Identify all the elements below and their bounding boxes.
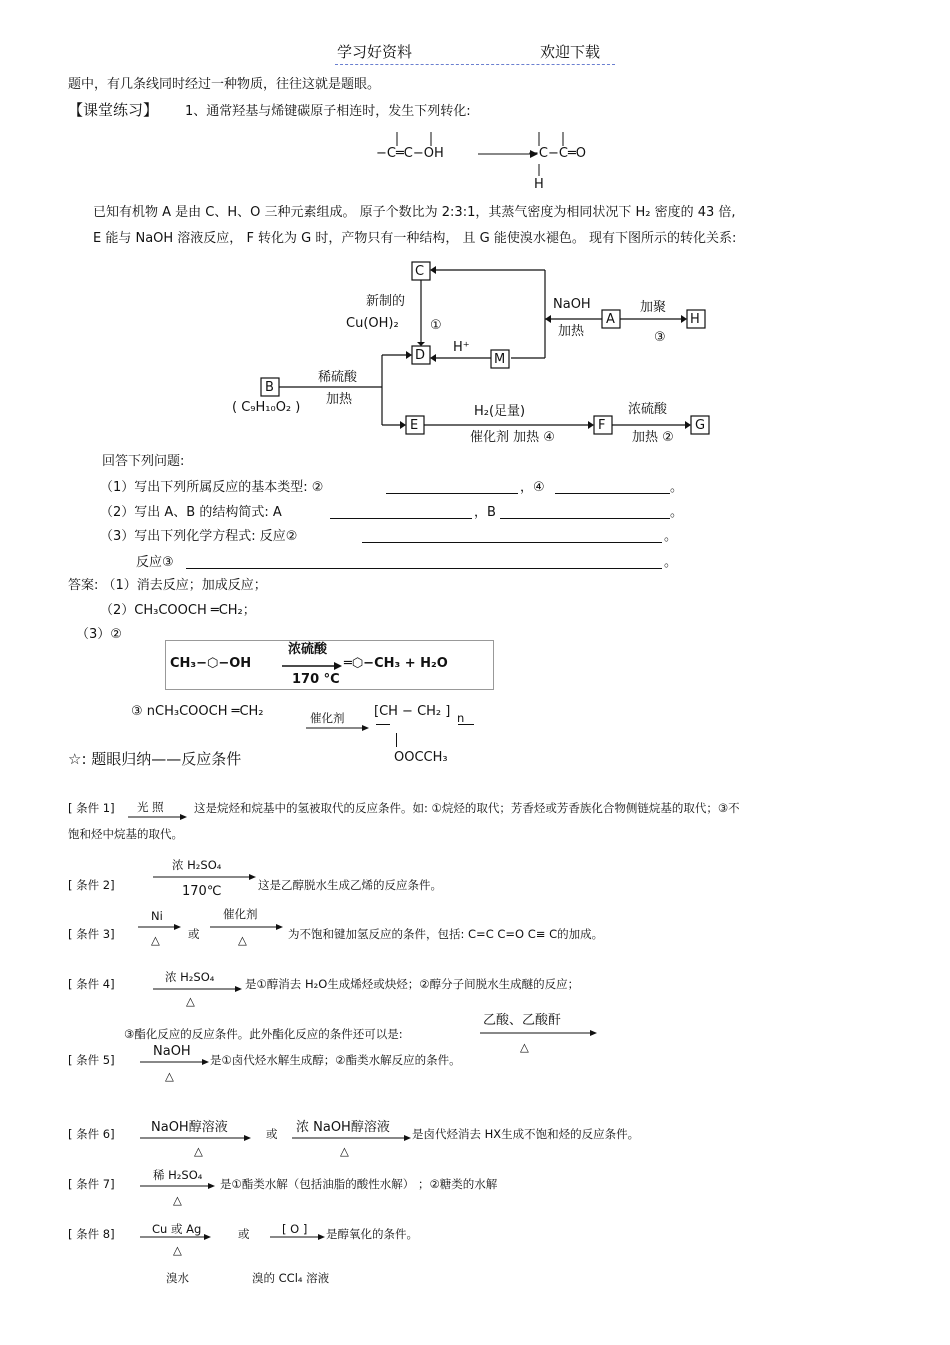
eq-left: CH₃−⬡−OH [170, 656, 252, 671]
condition-8-desc: 是醇氧化的条件。 [326, 1227, 418, 1241]
hplus-label: H⁺ [453, 340, 470, 355]
condition-1-label: [ 条件 1] [68, 801, 115, 815]
end-3: 。 [664, 529, 678, 544]
blank-1 [386, 493, 518, 494]
naoh-label: NaOH [553, 297, 591, 312]
condition-3-label: [ 条件 3] [68, 927, 115, 941]
polymer-substituent: OOCCH₃ [394, 750, 448, 765]
end-2: 。 [670, 505, 684, 520]
end-4: 。 [664, 555, 678, 570]
heat-label-2: 加热 [326, 392, 353, 407]
header-rule [335, 64, 615, 65]
condition-3-arrow [138, 924, 182, 932]
condition-1-desc2: 饱和烃中烷基的取代。 [68, 827, 183, 841]
condition-7-bottom: △ [173, 1193, 182, 1207]
box-f: F [598, 418, 606, 433]
footer-bromine-water: 溴水 [166, 1271, 189, 1285]
practice-title: 【课堂练习】 [68, 101, 159, 119]
eq-cond-1: 浓硫酸 [288, 642, 328, 657]
box-m: M [494, 352, 506, 367]
condition-7-arrow [140, 1183, 216, 1191]
header-right: 欢迎下载 [540, 43, 601, 61]
known-line1: 已知有机物 A 是由 C、H、O 三种元素组成。 原子个数比为 2:3:1，其蒸气密度为相同状况下 H₂ 密度的 43 倍, [93, 205, 736, 220]
condition-ester-bottom: △ [520, 1040, 529, 1054]
dilute-acid-label: 稀硫酸 [318, 370, 358, 385]
condition-6-top2: 浓 NaOH醇溶液 [296, 1120, 390, 1135]
condition-1-arrow [128, 814, 188, 822]
polymer-bar-right [458, 724, 474, 725]
condition-3-arrow2 [210, 924, 284, 932]
condition-8-or: 或 [238, 1227, 250, 1241]
condition-3-bottom: △ [151, 933, 160, 947]
answer-1: 答案: （1）消去反应；加成反应； [68, 578, 267, 593]
circle-3: ③ [654, 330, 666, 345]
blank-5 [362, 542, 662, 543]
catalyst-label: 催化剂 加热 ④ [470, 430, 555, 445]
condition-3-desc: 为不饱和键加氢反应的条件，包括: C=C C=O C≡ C的加成。 [288, 927, 604, 941]
polymer-n: n [457, 711, 465, 725]
answer-3: （3）② [76, 627, 122, 642]
conv-h: H [534, 177, 544, 192]
condition-3-bottom2: △ [238, 933, 247, 947]
eq-cond-2: 170 °C [292, 672, 340, 687]
blank-2 [555, 493, 670, 494]
intro-text: 题中，有几条线同时经过一种物质，往往这就是题眼。 [68, 77, 381, 92]
condition-7-label: [ 条件 7] [68, 1177, 115, 1191]
box-d: D [415, 348, 426, 363]
blank-3 [330, 518, 472, 519]
condition-1-top: 光 照 [137, 800, 164, 814]
box-b: B [265, 380, 274, 395]
condition-6-bottom: △ [194, 1144, 203, 1158]
condition-2-label: [ 条件 2] [68, 878, 115, 892]
question-3b: 反应③ [136, 555, 174, 570]
conv-bonds [395, 128, 605, 188]
condition-2-bottom: 170℃ [182, 884, 222, 899]
condition-6-desc: 是卤代烃消去 HX生成不饱和烃的反应条件。 [412, 1127, 640, 1141]
blank-4 [500, 518, 670, 519]
footer-bromine-ccl4: 溴的 CCl₄ 溶液 [252, 1271, 330, 1285]
header-left: 学习好资料 [337, 43, 413, 61]
box-a: A [606, 312, 615, 327]
question-2b: ，B [474, 505, 496, 520]
condition-8-bottom: △ [173, 1243, 182, 1257]
conv-right: −C−C═O [528, 146, 586, 161]
condition-ester-top: 乙酸、乙酸酐 [483, 1013, 562, 1028]
polymer-bar-left [376, 724, 390, 725]
polymer-arrow [306, 724, 370, 734]
condition-4-desc: 是①醇消去 H₂O生成烯烃或炔烃；②醇分子间脱水生成醚的反应； [245, 977, 580, 991]
blank-6 [186, 568, 662, 569]
question-1: （1）写出下列所属反应的基本类型: ② [100, 480, 324, 495]
condition-6-label: [ 条件 6] [68, 1127, 115, 1141]
condition-3-top: Ni [151, 909, 163, 923]
condition-1-desc: 这是烷烃和烷基中的氢被取代的反应条件。如: ①烷烃的取代；芳香烃或芳香族化合物侧链烷基的取代；③不 [194, 801, 740, 815]
condition-4-bottom: △ [186, 994, 195, 1008]
condition-ester-arrow [480, 1030, 598, 1038]
condition-5-top: NaOH [153, 1044, 191, 1059]
condition-2-arrow [153, 874, 257, 882]
condition-7-desc: 是①酯类水解（包括油脂的酸性水解） ；②糖类的水解 [220, 1177, 498, 1191]
eq-right: ═⬡−CH₃ + H₂O [344, 656, 448, 671]
box-h: H [690, 312, 700, 327]
condition-8-arrow2 [270, 1234, 326, 1242]
condition-5-bottom: △ [165, 1069, 174, 1083]
summary-title: ☆: 题眼归纳——反应条件 [68, 750, 242, 768]
condition-7-top: 稀 H₂SO₄ [153, 1168, 203, 1182]
condition-2-desc: 这是乙醇脱水生成乙烯的反应条件。 [258, 878, 442, 892]
condition-4-label: [ 条件 4] [68, 977, 115, 991]
question-3: （3）写出下列化学方程式: 反应② [100, 529, 298, 544]
eq-arrow [282, 662, 342, 672]
conc-acid-label: 浓硫酸 [628, 402, 668, 417]
condition-8-label: [ 条件 8] [68, 1227, 115, 1241]
b-formula: ( C₉H₁₀O₂ ) [232, 400, 301, 415]
condition-6-arrow [140, 1135, 252, 1143]
cu-label1: 新制的 [366, 294, 406, 309]
cu-label2: Cu(OH)₂ [346, 316, 399, 331]
question-1b: ，④ [520, 480, 545, 495]
polymer-catalyst: 催化剂 [310, 711, 345, 725]
polymer-reactant: ③ nCH₃COOCH ═CH₂ [131, 704, 264, 719]
poly-label: 加聚 [640, 300, 667, 315]
known-line2: E 能与 NaOH 溶液反应， F 转化为 G 时，产物只有一种结构， 且 G 能使溴水褪色。 现有下图所示的转化关系: [93, 231, 737, 246]
box-g: G [695, 418, 706, 433]
box-e: E [410, 418, 419, 433]
condition-6-or: 或 [266, 1127, 278, 1141]
polymer-bond [396, 733, 397, 747]
end-1: 。 [670, 480, 684, 495]
answer-2: （2）CH₃COOCH ═CH₂； [100, 603, 256, 618]
condition-6-arrow2 [292, 1135, 412, 1143]
condition-8-arrow [140, 1234, 212, 1242]
condition-8-top2: [ O ] [282, 1222, 308, 1236]
question-2: （2）写出 A、B 的结构简式: A [100, 505, 282, 520]
polymer-product: [CH − CH₂ ] [374, 704, 451, 719]
condition-3-or: 或 [188, 927, 200, 941]
condition-3-top2: 催化剂 [223, 907, 258, 921]
condition-4-top: 浓 H₂SO₄ [165, 970, 215, 984]
condition-6-bottom2: △ [340, 1144, 349, 1158]
heat-label-3: 加热 ② [632, 430, 674, 445]
answer-title: 回答下列问题: [102, 454, 185, 469]
condition-6-top: NaOH醇溶液 [151, 1120, 228, 1135]
condition-5-label: [ 条件 5] [68, 1053, 115, 1067]
condition-ester-desc: ③酯化反应的反应条件。此外酯化反应的条件还可以是: [124, 1027, 403, 1041]
condition-4-arrow [153, 986, 243, 994]
h2-label: H₂(足量) [474, 404, 526, 419]
practice-q1: 1、通常羟基与烯键碳原子相连时，发生下列转化: [185, 104, 471, 119]
condition-2-top: 浓 H₂SO₄ [172, 858, 222, 872]
condition-5-arrow [140, 1059, 210, 1067]
heat-label-1: 加热 [558, 324, 585, 339]
condition-5-desc: 是①卤代烃水解生成醇；②酯类水解反应的条件。 [210, 1053, 461, 1067]
box-c: C [415, 264, 425, 279]
conv-left: −C═C−OH [376, 146, 444, 161]
circle-1: ① [430, 318, 442, 333]
condition-8-top: Cu 或 Ag [152, 1222, 202, 1236]
